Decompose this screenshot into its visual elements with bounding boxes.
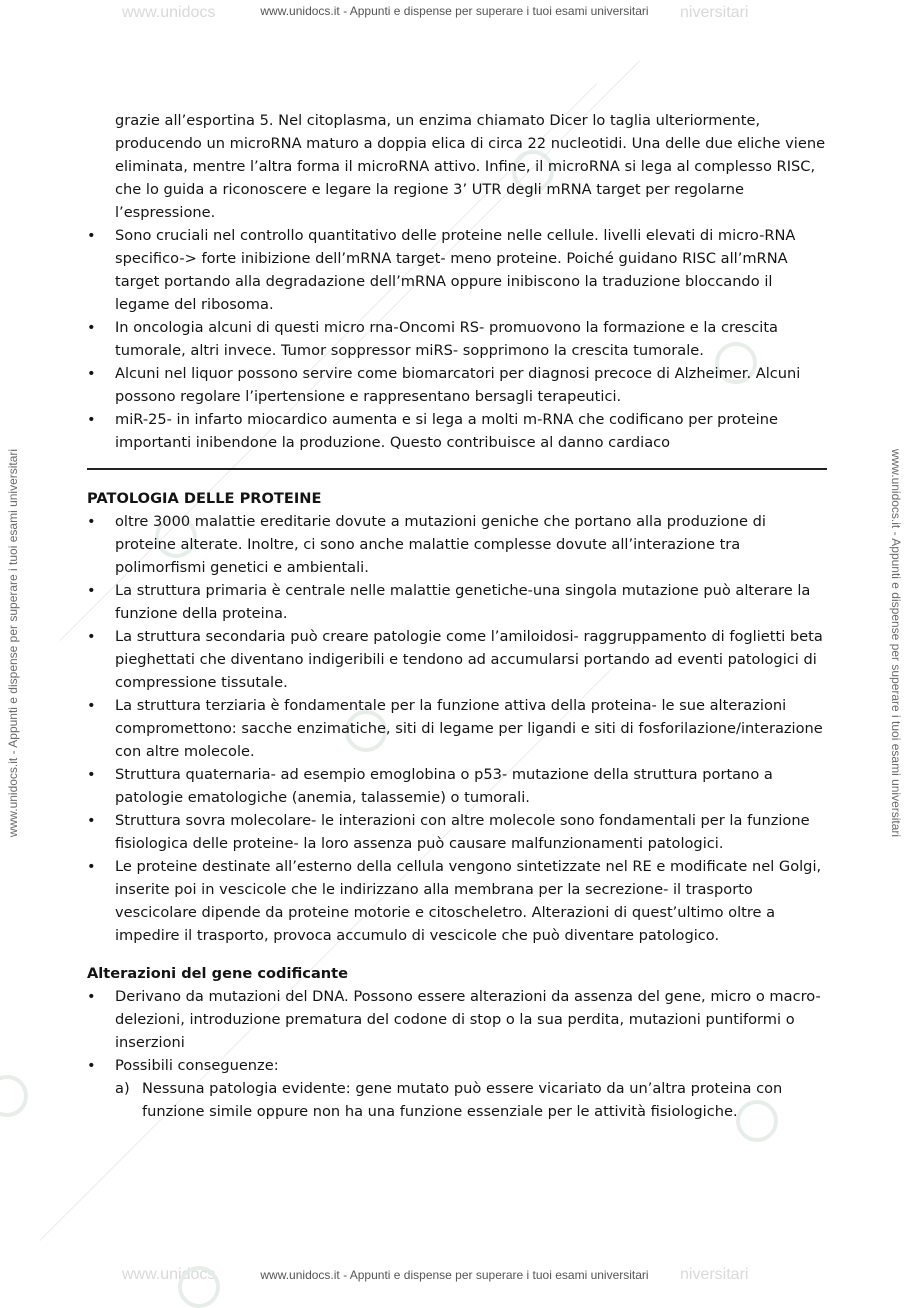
list-item: • Alcuni nel liquor possono servire come biomarcatori per diagnosi precoce di Alzheimer. Alcuni possono regolare l’ipertensione e rappresentano bersagli terapeutici. xyxy=(87,362,827,408)
list-item: • Struttura sovra molecolare- le interazioni con altre molecole sono fondamentali per la funzione fisiologica delle proteine- la loro assenza può causare malfunzionamenti patologici. xyxy=(87,809,827,855)
list-item: • oltre 3000 malattie ereditarie dovute a mutazioni geniche che portano alla produzione di proteine alterate. Inoltre, ci sono anche malattie complesse dovute all’interazione tra polimorfismi genetici e ambientali. xyxy=(87,510,827,579)
list-item: • La struttura secondaria può creare patologie come l’amiloidosi- raggruppamento di foglietti beta pieghettati che diventano indigeribili e tendono ad accumularsi portando ad eventi patologici di compressione tissutale. xyxy=(87,625,827,694)
bullet-list-gene-alterations xyxy=(87,985,827,1077)
subsection-heading: Alterazioni del gene codificante xyxy=(87,965,349,982)
paragraph-continuation: grazie all’esportina 5. Nel citoplasma, un enzima chiamato Dicer lo taglia ulteriormente, producendo un microRNA maturo a doppia elica di circa 22 nucleotidi. Una delle due eliche viene eliminata, mentre l’altra forma il microRNA attivo. Infine, il microRNA si lega al complesso RISC, che lo guida a riconoscere e legare la regione 3’ UTR degli mRNA target per regolarne l’espressione. xyxy=(115,112,826,221)
list-item: • La struttura primaria è centrale nelle malattie genetiche-una singola mutazione può alterare la funzione della proteina. xyxy=(87,579,827,625)
watermark-logo-icon xyxy=(0,1075,28,1117)
list-item: • Derivano da mutazioni del DNA. Possono essere alterazioni da assenza del gene, micro o macro-delezioni, introduzione prematura del codone di stop o la sua perdita, mutazioni puntiformi o inserzioni xyxy=(87,985,827,1054)
watermark-ghost-right: niversitari xyxy=(680,4,749,21)
watermark-ghost-left: www.unidocs xyxy=(122,4,216,21)
watermark-side-left: www.unidocs.it - Appunti e dispense per superare i tuoi esami universitari xyxy=(6,448,20,838)
lettered-list-item: a) Nessuna patologia evidente: gene mutato può essere vicariato da un’altra proteina con funzione simile oppure non ha una funzione essenziale per le attività fisiologiche. xyxy=(115,1077,827,1123)
bullet-list-protein-pathology xyxy=(87,510,827,947)
watermark-ghost-right-footer: niversitari xyxy=(680,1266,749,1283)
list-item: • Struttura quaternaria- ad esempio emoglobina o p53- mutazione della struttura portano a patologie ematologiche (anemia, talassemie) o tumorali. xyxy=(87,763,827,809)
bullet-list-mirna xyxy=(87,224,827,454)
watermark-footer: www.unidocs.it - Appunti e dispense per superare i tuoi esami universitari xyxy=(260,1268,649,1282)
section-heading: PATOLOGIA DELLE PROTEINE xyxy=(87,490,322,507)
list-item: • Sono cruciali nel controllo quantitativo delle proteine nelle cellule. livelli elevati di micro-RNA specifico-> forte inibizione dell’mRNA target- meno proteine. Poiché guidano RISC all’mRNA target portando alla degradazione dell’mRNA oppure inibiscono la traduzione bloccando il legame del ribosoma. xyxy=(87,224,827,316)
lettered-list xyxy=(87,1077,827,1123)
watermark-side-right: www.unidocs.it - Appunti e dispense per superare i tuoi esami universitari xyxy=(889,448,903,838)
list-item: • miR-25- in infarto miocardico aumenta e si lega a molti m-RNA che codificano per proteine importanti inibendone la produzione. Questo contribuisce al danno cardiaco xyxy=(87,408,827,454)
watermark-ghost-left-footer: www.unidocs xyxy=(122,1266,216,1283)
list-item: • La struttura terziaria è fondamentale per la funzione attiva della proteina- le sue alterazioni compromettono: sacche enzimatiche, siti di legame per ligandi e siti di fosforilazione/interazione con altre molecole. xyxy=(87,694,827,763)
list-item: • Possibili conseguenze: xyxy=(87,1054,827,1077)
list-item: • In oncologia alcuni di questi micro rna-Oncomi RS- promuovono la formazione e la crescita tumorale, altri invece. Tumor soppressor miRS- sopprimono la crescita tumorale. xyxy=(87,316,827,362)
list-item: • Le proteine destinate all’esterno della cellula vengono sintetizzate nel RE e modificate nel Golgi, inserite poi in vescicole che le indirizzano alla membrana per la secrezione- il trasporto vescicolare dipende da proteine motorie e citoscheletro. Alterazioni di quest’ultimo oltre a impedire il trasporto, provoca accumulo di vescicole che può diventare patologico. xyxy=(87,855,827,947)
watermark-logo-icon xyxy=(178,1266,220,1308)
watermark-header: www.unidocs.it - Appunti e dispense per superare i tuoi esami universitari xyxy=(260,4,649,18)
document-body xyxy=(87,109,827,1123)
